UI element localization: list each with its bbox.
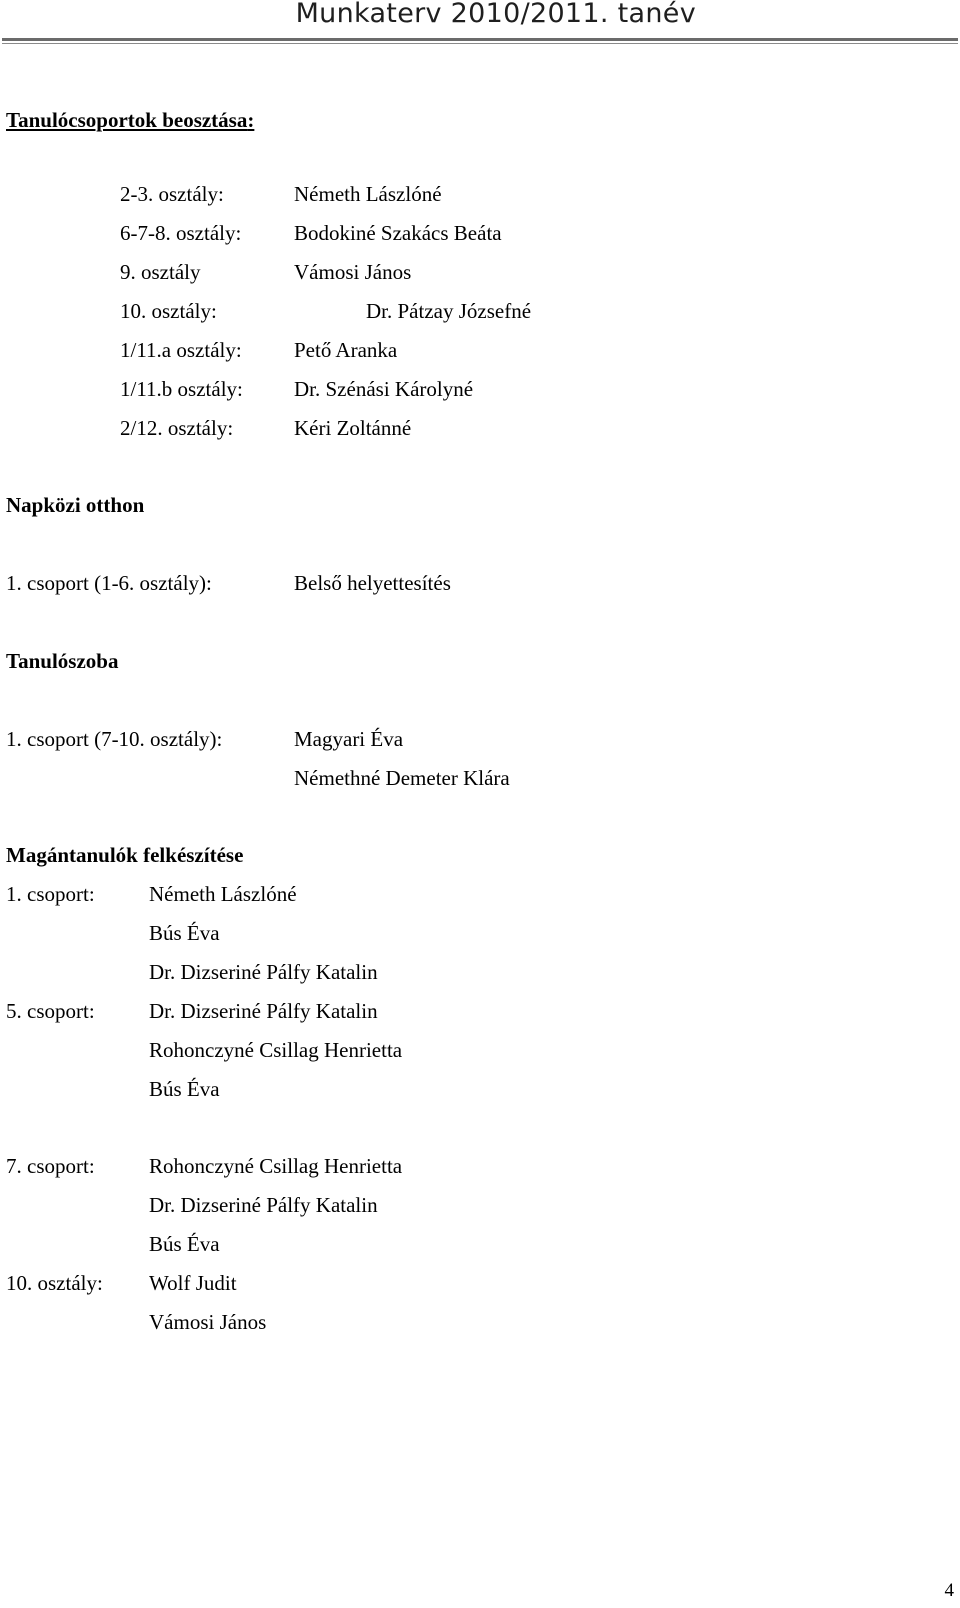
napkozi-value: Belső helyettesítés <box>294 571 451 595</box>
group-teacher: Vámosi János <box>149 1310 267 1334</box>
class-teacher: Dr. Pátzay Józsefné <box>366 299 532 323</box>
class-teacher: Bodokiné Szakács Beáta <box>294 221 502 245</box>
main-heading <box>6 108 254 132</box>
group-label: 1. csoport: <box>6 882 95 906</box>
tanuloszoba-teacher: Némethné Demeter Klára <box>294 766 510 790</box>
section-heading-tanuloszoba: Tanulószoba <box>6 649 119 673</box>
group-teacher: Dr. Dizseriné Pálfy Katalin <box>149 999 378 1023</box>
group-teacher: Wolf Judit <box>149 1271 237 1295</box>
class-label: 1/11.b osztály: <box>120 377 243 401</box>
header-rule-thin <box>2 43 958 44</box>
class-teacher: Vámosi János <box>294 260 412 284</box>
class-label: 6-7-8. osztály: <box>120 221 242 245</box>
section-heading-magantanulok: Magántanulók felkészítése <box>6 843 244 867</box>
main-heading-colon: : <box>247 108 255 132</box>
class-teacher: Kéri Zoltánné <box>294 416 412 440</box>
header-rule <box>2 38 958 41</box>
class-teacher: Dr. Szénási Károlyné <box>294 377 474 401</box>
main-heading-text: Tanulócsoportok beosztása <box>6 108 248 132</box>
class-label: 2/12. osztály: <box>120 416 234 440</box>
class-label: 9. osztály <box>120 260 201 284</box>
group-teacher: Rohonczyné Csillag Henrietta <box>149 1038 403 1062</box>
group-label: 10. osztály: <box>6 1271 103 1295</box>
class-teacher: Németh Lászlóné <box>294 182 442 206</box>
group-teacher: Németh Lászlóné <box>149 882 297 906</box>
page-number: 4 <box>944 1580 954 1601</box>
group-teacher: Bús Éva <box>149 921 220 945</box>
group-teacher: Rohonczyné Csillag Henrietta <box>149 1154 403 1178</box>
group-teacher: Bús Éva <box>149 1077 220 1101</box>
napkozi-label: 1. csoport (1-6. osztály): <box>6 571 212 595</box>
class-label: 2-3. osztály: <box>120 182 224 206</box>
group-teacher: Bús Éva <box>149 1232 220 1256</box>
class-teacher: Pető Aranka <box>294 338 398 362</box>
group-teacher: Dr. Dizseriné Pálfy Katalin <box>149 1193 378 1217</box>
group-label: 5. csoport: <box>6 999 95 1023</box>
tanuloszoba-label: 1. csoport (7-10. osztály): <box>6 727 223 751</box>
header-title: Munkaterv 2010/2011. tanév <box>295 0 696 29</box>
class-label: 10. osztály: <box>120 299 217 323</box>
tanuloszoba-teacher: Magyari Éva <box>294 727 404 751</box>
section-heading-napkozi: Napközi otthon <box>6 493 145 517</box>
group-teacher: Dr. Dizseriné Pálfy Katalin <box>149 960 378 984</box>
class-label: 1/11.a osztály: <box>120 338 242 362</box>
group-label: 7. csoport: <box>6 1154 95 1178</box>
